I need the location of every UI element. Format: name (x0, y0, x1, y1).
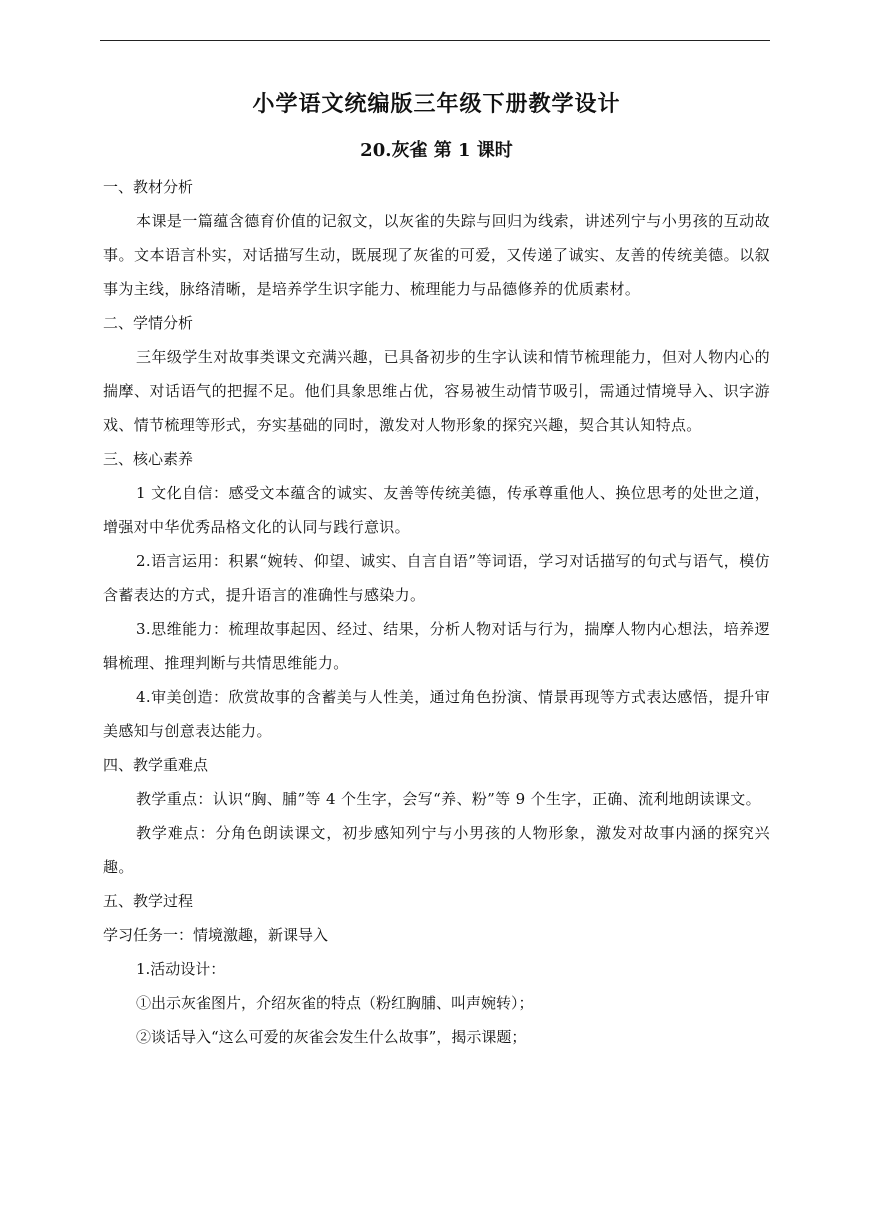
document-title: 小学语文统编版三年级下册教学设计 (252, 91, 621, 117)
paragraph-thinking-ability: 3.思维能力：梳理故事起因、经过、结果，分析人物对话与行为，揣摩人物内心想法，培养逻辑梳理、推理判断与共情思维能力。 (103, 620, 770, 672)
paragraph-key-point: 教学重点：认识“胸、脯”等 4 个生字，会写“养、粉”等 9 个生字，正确、流利地朗读课文。 (136, 790, 761, 808)
document-body (103, 88, 770, 1054)
section-heading-core-literacy: 三、核心素养 (103, 450, 194, 468)
paragraph-difficult-point: 教学难点：分角色朗读课文，初步感知列宁与小男孩的人物形象，激发对故事内涵的探究兴趣。 (103, 824, 770, 876)
section-heading-teaching-process: 五、教学过程 (103, 892, 194, 910)
section-heading-textbook-analysis: 一、教材分析 (103, 178, 194, 196)
activity-design-label: 1.活动设计： (136, 960, 226, 978)
paragraph-cultural-confidence: 1 文化自信：感受文本蕴含的诚实、友善等传统美德，传承尊重他人、换位思考的处世之道，增强对中华优秀品格文化的认同与践行意识。 (103, 484, 770, 536)
paragraph-language-use: 2.语言运用：积累“婉转、仰望、诚实、自言自语”等词语，学习对话描写的句式与语气，模仿含蓄表达的方式，提升语言的准确性与感染力。 (103, 552, 770, 604)
activity-item-1: ①出示灰雀图片，介绍灰雀的特点（粉红胸脯、叫声婉转）； (136, 994, 534, 1012)
header-rule (100, 40, 770, 41)
learning-task-1: 学习任务一：情境激趣，新课导入 (103, 926, 329, 944)
paragraph-textbook-analysis: 本课是一篇蕴含德育价值的记叙文，以灰雀的失踪与回归为线索，讲述列宁与小男孩的互动故事。文本语言朴实，对话描写生动，既展现了灰雀的可爱，又传递了诚实、友善的传统美德。以叙事为主线，脉络清晰，是培养学生识字能力、梳理能力与品德修养的优质素材。 (103, 212, 770, 298)
activity-item-2: ②谈话导入“这么可爱的灰雀会发生什么故事”，揭示课题； (136, 1028, 527, 1046)
paragraph-aesthetic-creation: 4.审美创造：欣赏故事的含蓄美与人性美，通过角色扮演、情景再现等方式表达感悟，提升审美感知与创意表达能力。 (103, 688, 770, 740)
paragraph-student-analysis: 三年级学生对故事类课文充满兴趣，已具备初步的生字认读和情节梳理能力，但对人物内心的揣摩、对话语气的把握不足。他们具象思维占优，容易被生动情节吸引，需通过情境导入、识字游戏、情节梳理等形式，夯实基础的同时，激发对人物形象的探究兴趣，契合其认知特点。 (103, 348, 770, 434)
section-heading-key-points: 四、教学重难点 (103, 756, 209, 774)
section-heading-student-analysis: 二、学情分析 (103, 314, 194, 332)
document-subtitle: 20.灰雀 第 1 课时 (360, 140, 513, 161)
